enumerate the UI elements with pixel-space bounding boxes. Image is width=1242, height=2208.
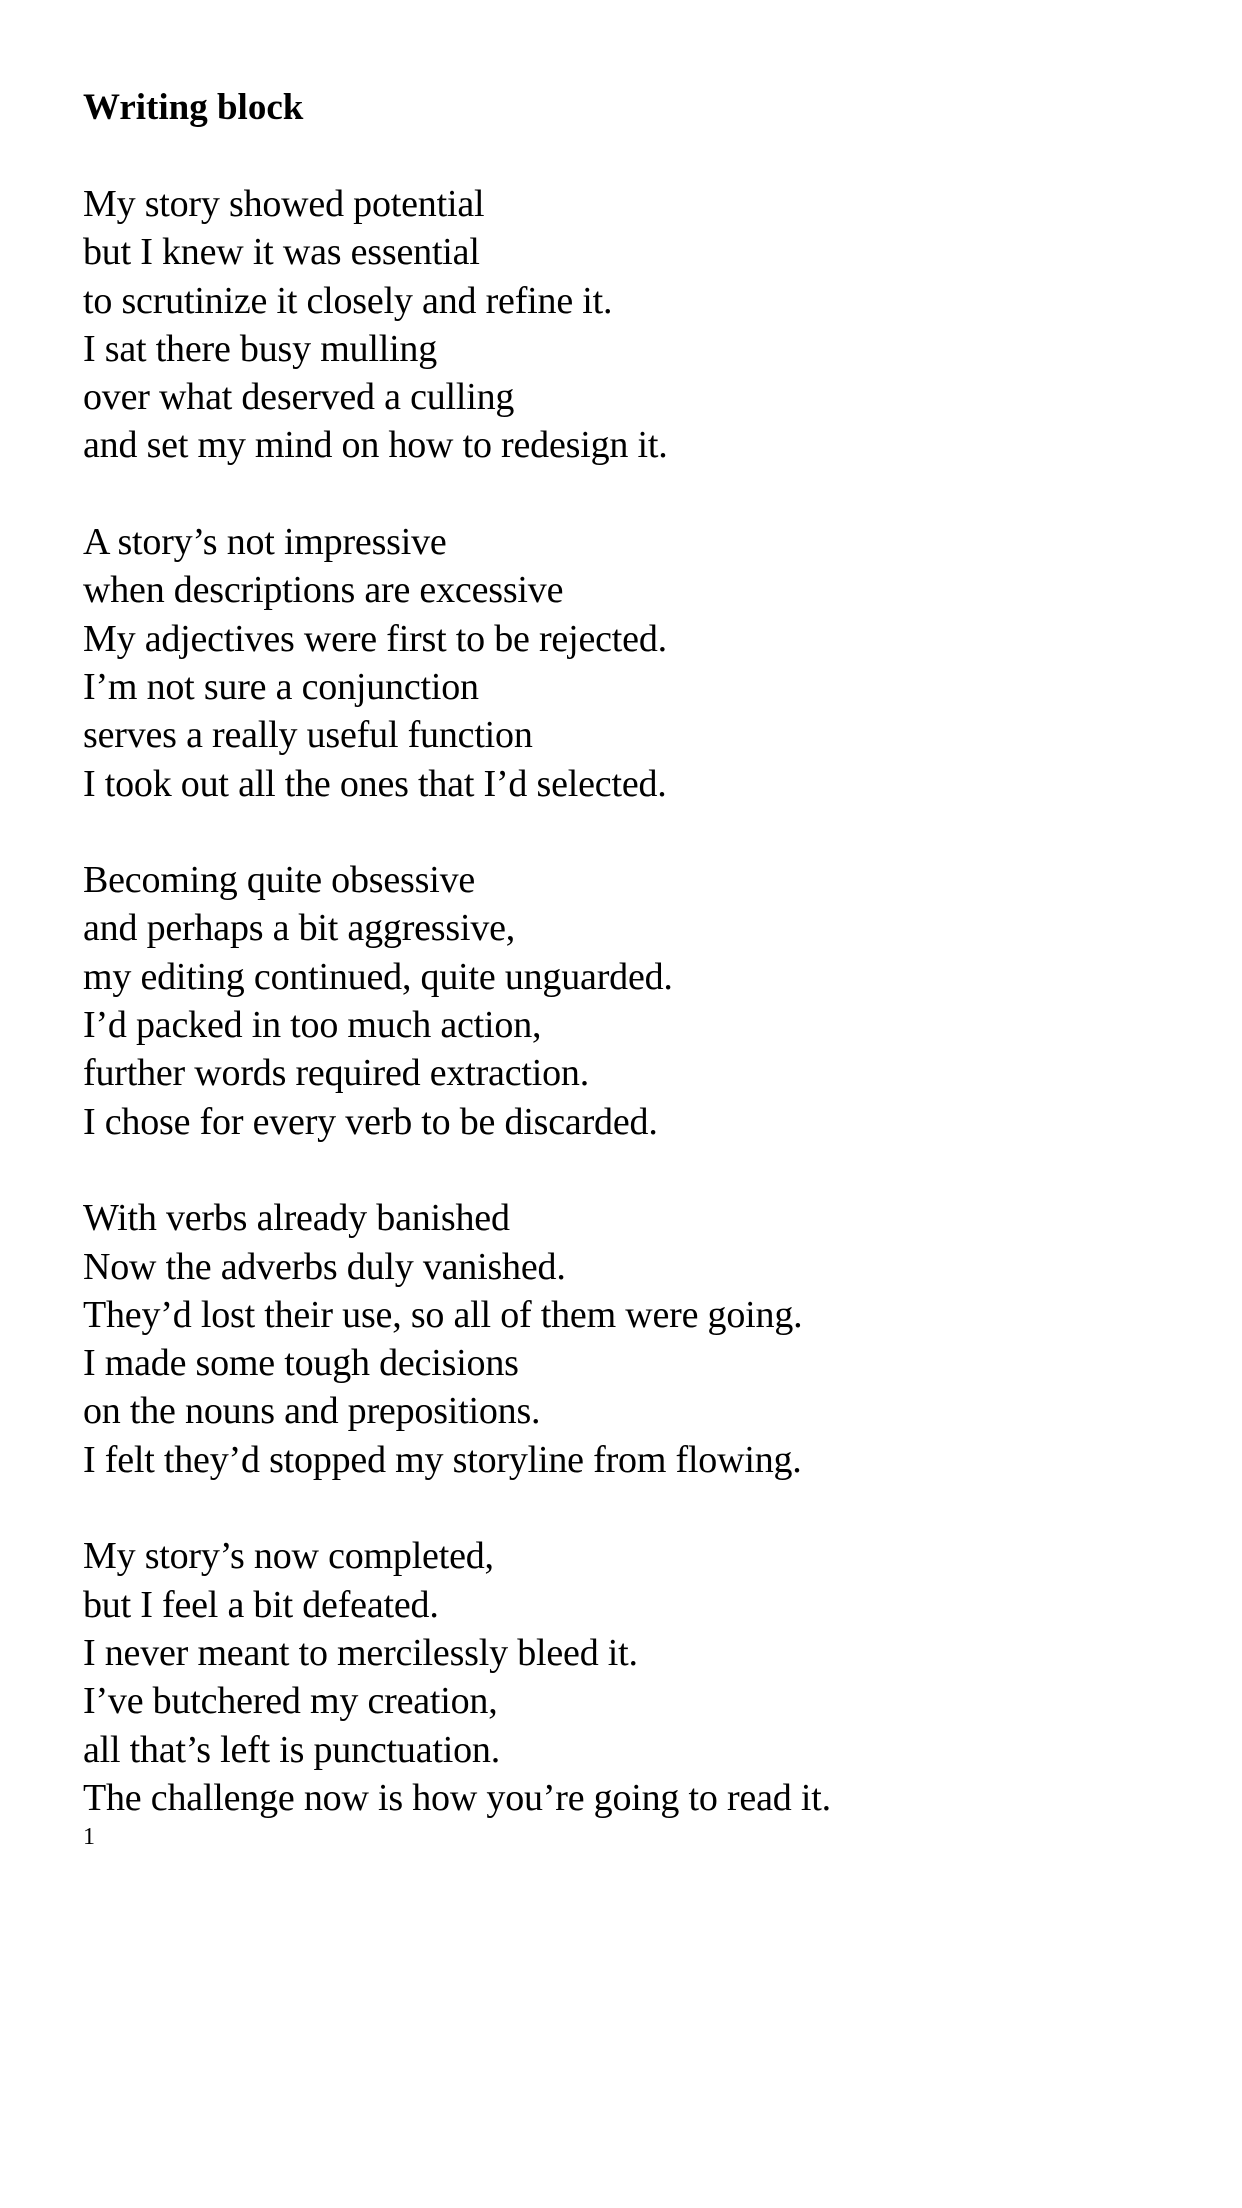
poem-line: I’m not sure a conjunction — [83, 665, 479, 708]
poem-line: to scrutinize it closely and refine it. — [83, 279, 613, 322]
poem-title: Writing block — [83, 87, 304, 128]
poem-line: serves a really useful function — [83, 714, 533, 757]
document-page — [83, 84, 1183, 1850]
stanza-break — [83, 470, 1183, 518]
stanza-3 — [83, 856, 1183, 1146]
poem-line: My story’s now completed, — [83, 1535, 494, 1578]
poem-line: I sat there busy mulling — [83, 327, 438, 370]
poem-line: They’d lost their use, so all of them were going. — [83, 1293, 803, 1336]
poem-line: The challenge now is how you’re going to read it. — [83, 1776, 831, 1819]
stanza-5 — [83, 1532, 1183, 1822]
poem-line: I’ve butchered my creation, — [83, 1680, 498, 1723]
stanza-2 — [83, 518, 1183, 808]
spacer — [83, 132, 1183, 180]
poem-line: I’d packed in too much action, — [83, 1004, 542, 1047]
poem-line: further words required extraction. — [83, 1052, 589, 1095]
poem-line: over what deserved a culling — [83, 376, 515, 419]
poem-line: but I knew it was essential — [83, 231, 480, 274]
poem-line: I made some tough decisions — [83, 1342, 519, 1385]
poem-line: Becoming quite obsessive — [83, 859, 476, 902]
poem-line: when descriptions are excessive — [83, 569, 564, 612]
poem-line: all that’s left is punctuation. — [83, 1728, 500, 1771]
poem-line: With verbs already banished — [83, 1197, 510, 1240]
poem-line: I took out all the ones that I’d selected. — [83, 762, 667, 805]
poem-line: on the nouns and prepositions. — [83, 1390, 541, 1433]
stanza-break — [83, 808, 1183, 856]
stanza-4 — [83, 1194, 1183, 1484]
poem-line: but I feel a bit defeated. — [83, 1583, 439, 1626]
poem-line: my editing continued, quite unguarded. — [83, 955, 673, 998]
stanza-break — [83, 1146, 1183, 1194]
page-number: 1 — [83, 1824, 95, 1851]
poem-line: I never meant to mercilessly bleed it. — [83, 1631, 638, 1674]
poem-line: I chose for every verb to be discarded. — [83, 1100, 658, 1143]
poem-line: My story showed potential — [83, 183, 485, 225]
stanza-break — [83, 1484, 1183, 1532]
poem-line: My adjectives were first to be rejected. — [83, 617, 667, 660]
poem-line: and set my mind on how to redesign it. — [83, 424, 668, 467]
poem-line: I felt they’d stopped my storyline from flowing. — [83, 1438, 802, 1481]
poem-line: and perhaps a bit aggressive, — [83, 907, 516, 950]
stanza-1 — [83, 180, 1183, 470]
poem-line: A story’s not impressive — [83, 521, 447, 564]
poem-line: Now the adverbs duly vanished. — [83, 1245, 566, 1288]
